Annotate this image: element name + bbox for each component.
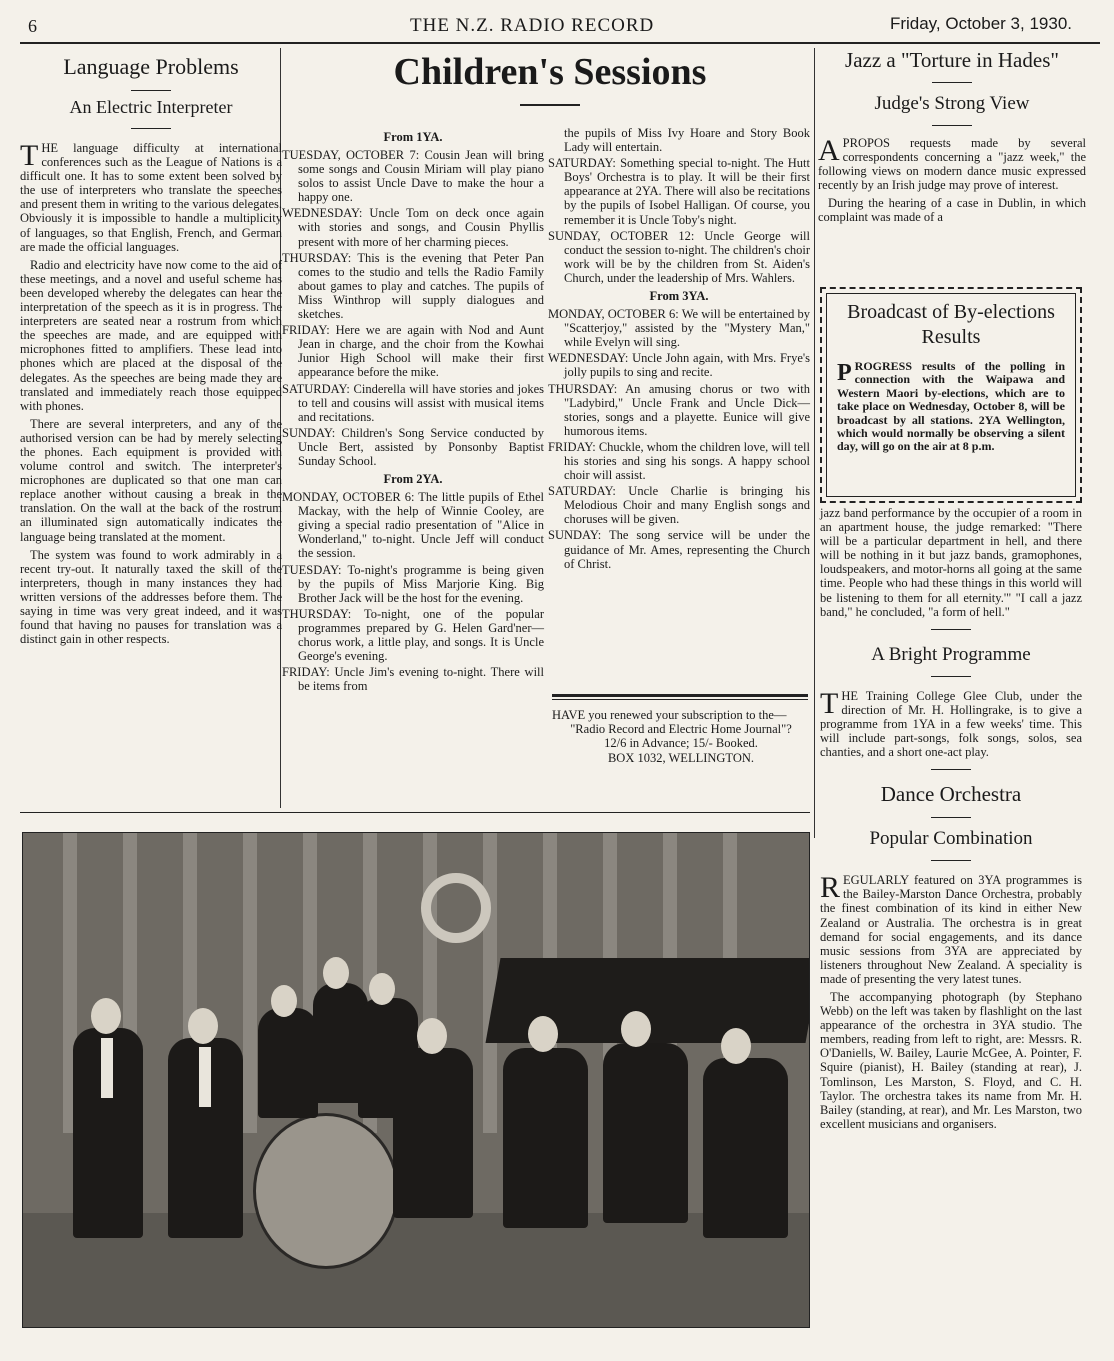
session-entry: MONDAY, OCTOBER 6: The little pupils of Ethel Mackay, with the help of Winnie Cooley, are giving a special radio presentation of "Alice in Wonderland," to-night. Uncle Jeff will conduct the session.: [282, 490, 544, 561]
paragraph: The accompanying photograph (by Stephano Webb) on the left was taken by flashlight on the last appearance of the orchestra in 3YA studio. The members, reading from left to right, are: Messrs. R. O'Daniells, W. Bailey, Laurie McGee, A. Pointer, F. Squire (pianist), H. Bailey (standing at rear), J. Tomlinson, Les Marston, S. Floyd, and C. H. Taylor. The orchestra takes its name from Mr. H. Bailey (standing, at rear), and Mr. Les Marston, two excellent musicians and organisers.: [820, 989, 1082, 1131]
divider: [932, 82, 972, 83]
paragraph: THE Training College Glee Club, under the direction of Mr. H. Hollingrake, is to give a programme from 1YA in a few weeks' time. This will include part-songs, folk songs, solos, sea chanties, and a short one-act play.: [820, 686, 1082, 760]
divider: [931, 860, 971, 861]
paragraph: During the hearing of a case in Dublin, in which complaint was made of a: [818, 196, 1086, 225]
page-header: [20, 10, 1100, 44]
session-entry: SATURDAY: Cinderella will have stories and jokes to tell and cousins will assist with musical items and recitations.: [282, 381, 544, 424]
divider: [932, 125, 972, 126]
orchestra-photo: [22, 832, 810, 1328]
dropcap: T: [820, 686, 839, 720]
divider: [552, 699, 808, 700]
jazz-article: [818, 48, 1086, 229]
article-subtitle: Judge's Strong View: [874, 93, 1030, 114]
divider: [931, 817, 971, 818]
session-entry: FRIDAY: Here we are again with Nod and Aunt Jean in charge, and the choir from the Kowhai Junior High School will make their first appearance before the mike.: [282, 323, 544, 380]
language-article: [20, 48, 282, 650]
station-heading-2ya: From 2YA.: [383, 472, 443, 487]
station-heading-1ya: From 1YA.: [383, 130, 443, 144]
page-number: 6: [28, 16, 37, 36]
paragraph: There are several interpreters, and any of the authorised version can be had by merely selecting the phones. Each equipment is provided with volume control and switch. The interpreter's microphones are duplicated so that one man can replace another without causing a break in the translation. On the wall at the back of the rostrum an illuminated sign automatically indicates the language being translated at the moment.: [20, 416, 282, 544]
session-entry: SUNDAY: The song service will be under the guidance of Mr. Ames, representing the Church of Christ.: [548, 528, 810, 571]
session-entry: the pupils of Miss Ivy Hoare and Story Book Lady will entertain.: [564, 126, 810, 155]
children-sessions-title: Children's Sessions: [393, 51, 707, 93]
session-entry: WEDNESDAY: Uncle John again, with Mrs. Frye's jolly pupils to sing and recite.: [548, 351, 810, 380]
divider: [131, 90, 171, 91]
session-entry: SUNDAY, OCTOBER 12: Uncle George will conduct the session to-night. The children's choir work will be by the children from St. Aiden's Church, under the leadership of Mrs. Wahlers.: [548, 228, 810, 285]
paragraph: THE language difficulty at international conferences such as the League of Nations is a difficult one. It has to some extent been solved by the use of interpreters who translate the speeches and present them in writing to the various delegates. Obviously it is impossible to handle a multiplicity of languages, so that English, French, and German are made the official languages.: [20, 139, 282, 254]
issue-date: Friday, October 3, 1930.: [889, 14, 1072, 33]
dropcap: P: [837, 360, 852, 386]
subscribe-line: "Radio Record and Electric Home Journal"?: [570, 722, 792, 737]
bass-drum-shape: [253, 1113, 399, 1269]
divider: [931, 676, 971, 677]
station-heading-3ya: From 3YA.: [649, 289, 709, 304]
article-title: Jazz a "Torture in Hades": [845, 48, 1059, 72]
divider: [131, 128, 171, 129]
subscribe-line: 12/6 in Advance; 15/- Booked.: [604, 736, 758, 751]
article-title: Language Problems: [63, 54, 239, 79]
divider: [931, 769, 971, 770]
divider: [552, 694, 808, 697]
paragraph: REGULARLY featured on 3YA programmes is the Bailey-Marston Dance Orchestra, probably the finest combination of its kind in either New Zealand or Australia. The orchestra is in great demand for social engagements, and its dance music sessions from 3YA are appreciated by listeners throughout New Zealand. A speciality is made of presenting the very latest tunes.: [820, 871, 1082, 986]
subscribe-line: HAVE you renewed your subscription to the—: [552, 708, 787, 722]
paragraph: jazz band performance by the occupier of a room in an apartment house, the judge remarked: "There will be a particular department in hell, and there will be nothing in it but jazz bands, gramophones, loudspeakers, and motor-horns all going at the same time. People who had these things in this world will be listening to them for all eternity.'" "I call a jazz band," he concluded, "a form of hell.": [820, 506, 1082, 619]
paragraph: APROPOS requests made by several correspondents concerning a "jazz week," the following views on modern dance music expressed recently by an Irish judge may prove of interest.: [818, 134, 1086, 193]
session-entry: THURSDAY: This is the evening that Peter Pan comes to the studio and tells the Radio Family about games to play and catches. The pupils of Miss Winthrop will supply dialogues and sketches.: [282, 250, 544, 322]
article-title: Dance Orchestra: [880, 782, 1022, 807]
divider: [931, 629, 971, 630]
session-entry: THURSDAY: To-night, one of the popular programmes prepared by G. Helen Gard'ner—chorus work, a little play, and songs. It is Uncle George's evening.: [282, 606, 544, 664]
tuba-shape: [421, 873, 491, 943]
divider: [20, 812, 810, 813]
subscribe-line: BOX 1032, WELLINGTON.: [607, 750, 755, 765]
publication-title: THE N.Z. RADIO RECORD: [410, 15, 655, 36]
paragraph: The system was found to work admirably in a recent try-out. It naturally taxed the skill of the interpreters, though in many instances they had written versions of the addresses before them. The saying in time was very great indeed, and it was found that having no pauses for translation was a distinct gain in other respects.: [20, 547, 282, 647]
box-title: Broadcast of By-elections Results: [847, 301, 1055, 348]
article-subtitle: Popular Combination: [869, 828, 1033, 850]
children-column-3: [548, 126, 810, 573]
broadcast-notice-box: [820, 287, 1082, 503]
jazz-continued: [820, 506, 1082, 1135]
session-entry: WEDNESDAY: Uncle Tom on deck once again with stories and songs, and Cousin Phyllis present with more of her charming pieces.: [282, 206, 544, 249]
article-subtitle: An Electric Interpreter: [69, 97, 233, 117]
session-entry: SATURDAY: Uncle Charlie is bringing his Melodious Choir and many English songs and choruses will be given.: [548, 484, 810, 527]
subscribe-notice: [552, 708, 810, 765]
column-rule: [814, 48, 815, 838]
dropcap: T: [20, 139, 39, 172]
session-entry: FRIDAY: Chuckle, whom the children love, will tell his stories and sing his songs. A happy school choir will assist.: [548, 439, 810, 483]
session-entry: FRIDAY: Uncle Jim's evening to-night. There will be items from: [282, 665, 544, 694]
session-entry: TUESDAY, OCTOBER 7: Cousin Jean will bring some songs and Cousin Miriam will play piano solos to assist Uncle Dave to make the hour a happy one.: [282, 148, 544, 205]
dropcap: A: [818, 134, 840, 167]
dropcap: R: [820, 871, 841, 905]
children-column-2: [282, 126, 544, 695]
session-entry: THURSDAY: An amusing chorus or two with "Ladybird," Uncle Frank and Uncle Dick—stories, songs and a playette. Eunice will give humorous items.: [548, 381, 810, 438]
divider: [520, 104, 580, 106]
session-entry: MONDAY, OCTOBER 6: We will be entertained by "Scatterjoy," assisted by the "Mystery Man," while Evelyn will sing.: [548, 307, 810, 350]
session-entry: SATURDAY: Something special to-night. The Hutt Boys' Orchestra is to play. It will be their first appearance at 2YA. There will also be recitations by the pupils of Isobel Halligan. Of course, you remember it is Uncle Toby's night.: [548, 156, 810, 227]
box-text: PROGRESS results of the polling in connection with the Waipawa and Western Maori by-elections, which are to take place on Wednesday, October 8, will be broadcast by all stations. 2YA Wellington, which would normally be observing a silent day, will go on the air at 8 p.m.: [837, 359, 1065, 454]
session-entry: TUESDAY: To-night's programme is being given by the pupils of Miss Marjorie King. Big Brother Jack will be the host for the evening.: [282, 562, 544, 605]
session-entry: SUNDAY: Children's Song Service conducted by Uncle Bert, assisted by Ponsonby Baptist Sunday School.: [282, 425, 544, 468]
paragraph: Radio and electricity have now come to the aid of these meetings, and a novel and useful scheme has been developed whereby the delegates can hear the interpretation of the speech as it is in progress. The interpreters are seated near a rostrum from which the speeches are made, and are equipped with microphones fitted to amplifiers. These lead into phones which are placed at the disposal of the delegates. As the speeches are being made they are translated and immediately reach those equipped with phones.: [20, 257, 282, 413]
article-title: A Bright Programme: [871, 643, 1031, 665]
